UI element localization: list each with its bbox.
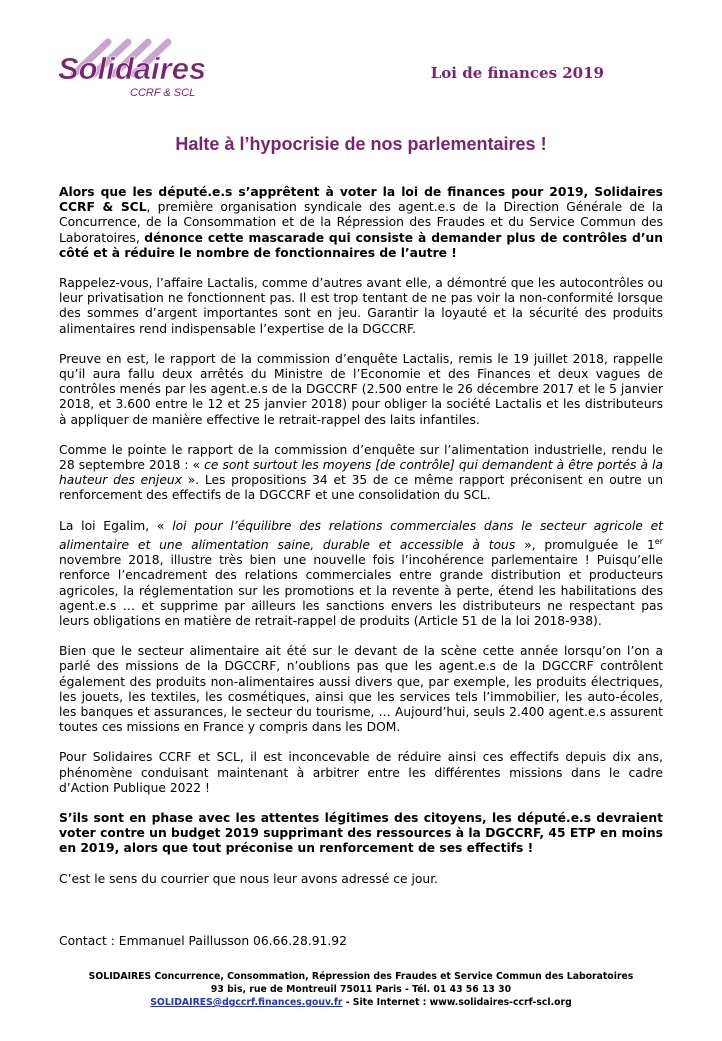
intro-bold-a: Alors que les député.e.s s’apprêtent à voter la loi de finances pour 2019, Solidaires CCRF & SCL (59, 185, 663, 215)
commission-text-c: ». Les propositions 34 et 35 de ce même rapport préconisent en outre un renforcement des effectifs de la DGCCRF et une consolidation du SCL. (59, 473, 663, 503)
paragraph-egalim (59, 519, 663, 630)
paragraph-courrier: C’est le sens du courrier que nous leur avons adressé ce jour. (59, 871, 439, 886)
logo-name: Solidaires (58, 51, 206, 86)
intro-bold-c: dénonce cette mascarade qui consiste à demander plus de contrôles d’un côté et à réduire le nombre de fonctionnaires de l’autre ! (59, 230, 663, 260)
document-body (59, 185, 663, 902)
footer (0, 970, 722, 1009)
egalim-text-d: novembre 2018, illustre très bien une nouvelle fois l’incohérence parlementaire ! Puisqu’elle renforce l’encadrement des relations commerciales entre grande distribution et producteurs agricoles, la réglementation sur les promotions et la revente à perte, étend les habilitations des agent.e.s … et supprime par ailleurs les sanctions envers les distributeurs ne respectant pas leurs obligations en matière de retrait-rappel de produits (Article 51 de la loi 2018-938). (59, 553, 663, 628)
commission-quote: ce sont surtout les moyens [de contrôle] qui demandent à être portés à la hauteur des enjeux (59, 458, 664, 488)
paragraph-effectifs: Pour Solidaires CCRF et SCL, il est inconcevable de réduire ainsi ces effectifs depuis dix ans, phénomène conduisant maintenant à arbitrer entre les différentes missions dans le cadre d’Action Publique 2022 ! (59, 750, 663, 795)
paragraph-rapport: Preuve en est, le rapport de la commission d’enquête Lactalis, remis le 19 juillet 2018, rappelle qu’il aura fallu deux arrêtés du Ministre de l’Economie et des Finances et deux vagues de contrôles menés par les agent.e.s de la DGCCRF (2.500 entre le 26 décembre 2017 et le 5 janvier 2018, et 3.600 entre le 12 et 25 janvier 2018) pour obliger la société Lactalis et les distributeurs à appliquer de manière effective le retrait-rappel des laits infantiles. (59, 351, 663, 427)
footer-email-link[interactable]: SOLIDAIRES@dgccrf.finances.gouv.fr (150, 997, 343, 1008)
egalim-text-c: », promulguée le 1 (515, 537, 655, 552)
paragraph-lactalis: Rappelez-vous, l’affaire Lactalis, comme d’autres avant elle, a démontré que les autocontrôles ou leur privatisation ne fonctionnent pas. Il est trop tentant de ne pas voir la non-conformité lorsque des sommes d’argent importantes sont en jeu. Garantir la loyauté et la sécurité des produits alimentaires rend indispensable l’expertise de la DGCCRF. (59, 276, 663, 336)
egalim-quote: loi pour l’équilibre des relations commerciales dans le secteur agricole et alimentaire et une alimentation saine, durable et accessible à tous (59, 518, 663, 552)
logo-sub: CCRF & SCL (130, 87, 196, 99)
footer-address: 93 bis, rue de Montreuil 75011 Paris - Tél. 01 43 56 13 30 (210, 984, 512, 995)
page-title: Halte à l’hypocrisie de nos parlementaires ! (175, 134, 547, 154)
logo (56, 34, 206, 104)
document-tag: Loi de finances 2019 (430, 64, 604, 82)
logo-graphic (56, 34, 206, 104)
contact-line: Contact : Emmanuel Paillusson 06.66.28.91.92 (59, 934, 347, 948)
footer-site: - Site Internet : www.solidaires-ccrf-scl.org (342, 997, 572, 1008)
footer-org: SOLIDAIRES Concurrence, Consommation, Répression des Fraudes et Service Commun des Laboratoires (88, 971, 634, 982)
egalim-sup: er (654, 536, 663, 546)
paragraph-missions: Bien que le secteur alimentaire ait été sur le devant de la scène cette année lorsqu’on l’on a parlé des missions de la DGCCRF, n’oublions pas que les agent.e.s de la DGCCRF contrôlent également des produits non-alimentaires aussi divers que, par exemple, les produits électriques, les jouets, les textiles, les cosmétiques, ainsi que les services tels l’immobilier, les auto-écoles, les banques et assurances, le secteur du tourisme, … Aujourd’hui, seuls 2.400 agent.e.s assurent toutes ces missions en France y compris dans les DOM. (59, 644, 663, 735)
paragraph-commission (59, 443, 663, 504)
footer-contact (0, 996, 722, 1009)
commission-text-a: Comme le pointe le rapport de la commission d’enquête sur l’alimentation industrielle, rendu le 28 septembre 2018 : « (59, 442, 663, 473)
paragraph-intro (59, 185, 663, 261)
paragraph-conclusion: S’ils sont en phase avec les attentes légitimes des citoyens, les député.e.s devraient voter contre un budget 2019 supprimant des ressources à la DGCCRF, 45 ETP en moins en 2019, alors que tout préconise un renforcement de ses effectifs ! (59, 811, 663, 856)
intro-text: , première organisation syndicale des agent.e.s de la Direction Générale de la Concurrence, de la Consommation et de la Répression des Fraudes et du Service Commun des Laboratoires, (59, 200, 664, 245)
egalim-text-a: La loi Egalim, « (59, 518, 173, 533)
